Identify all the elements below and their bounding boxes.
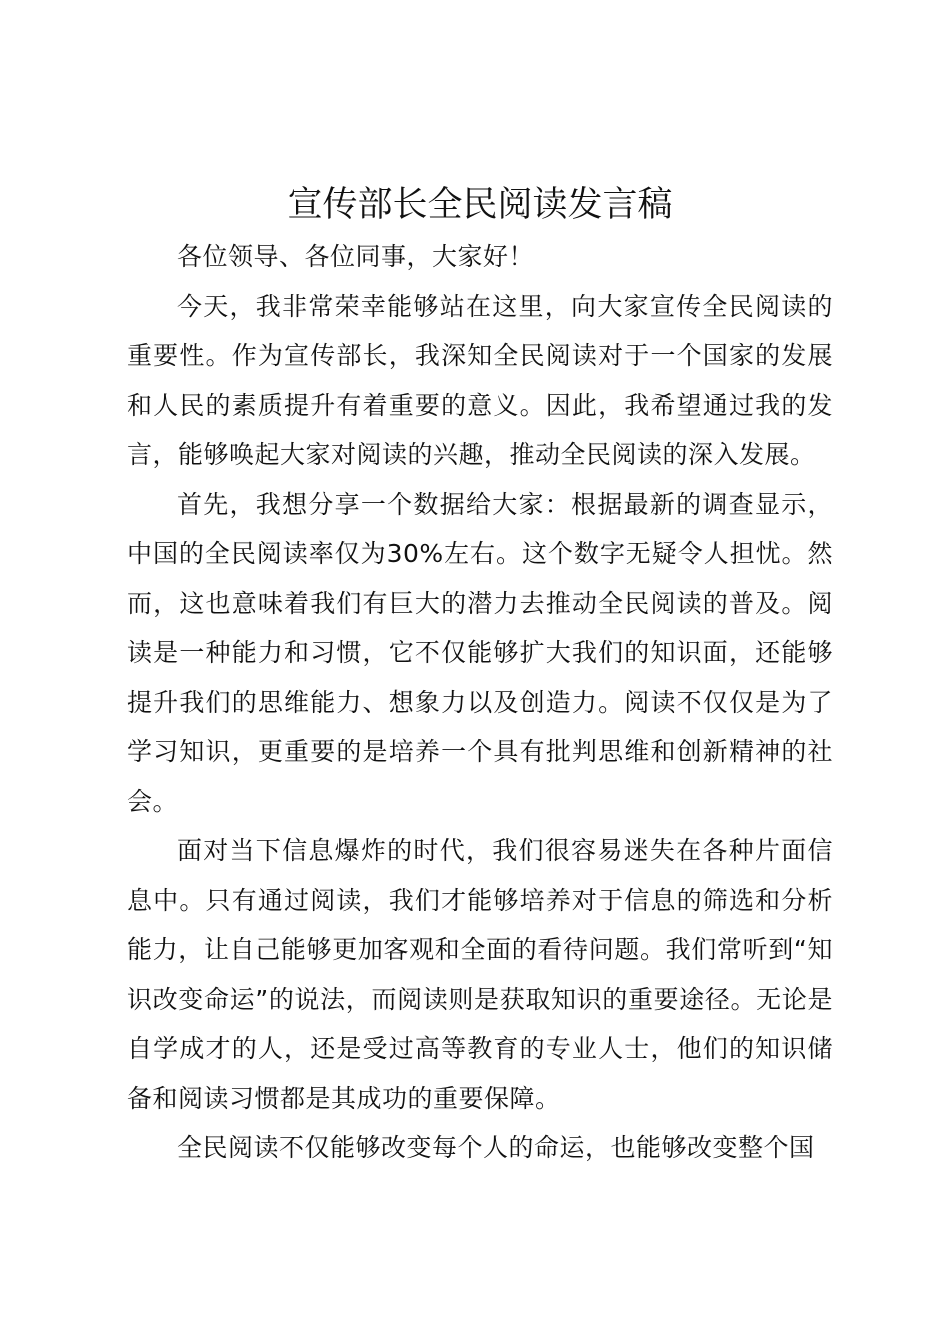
paragraph-information: 面对当下信息爆炸的时代，我们很容易迷失在各种片面信息中。只有通过阅读，我们才能够培养对于信息的筛选和分析能力，让自己能够更加客观和全面的看待问题。我们常听到“知识改变命运”的说法，而阅读则是获取知识的重要途径。无论是自学成才的人，还是受过高等教育的专业人士，他们的知识储备和阅读习惯都是其成功的重要保障。 [127, 836, 833, 1113]
paragraph-intro: 今天，我非常荣幸能够站在这里，向大家宣传全民阅读的重要性。作为宣传部长，我深知全民阅读对于一个国家的发展和人民的素质提升有着重要的意义。因此，我希望通过我的发言，能够唤起大家对阅读的兴趣，推动全民阅读的深入发展。 [127, 291, 833, 469]
document-title: 宣传部长全民阅读发言稿 [287, 185, 673, 225]
paragraph-data: 首先，我想分享一个数据给大家：根据最新的调查显示，中国的全民阅读率仅为30%左右。这个数字无疑令人担忧。然而，这也意味着我们有巨大的潜力去推动全民阅读的普及。阅读是一种能力和习惯，它不仅能够扩大我们的知识面，还能够提升我们的思维能力、想象力以及创造力。阅读不仅仅是为了学习知识，更重要的是培养一个具有批判思维和创新精神的社会。 [127, 489, 833, 816]
paragraph-nation: 全民阅读不仅能够改变每个人的命运，也能够改变整个国 [177, 1133, 815, 1162]
document-body [127, 232, 833, 1173]
paragraph-greeting: 各位领导、各位同事，大家好！ [177, 242, 535, 271]
document-page [127, 0, 833, 1344]
